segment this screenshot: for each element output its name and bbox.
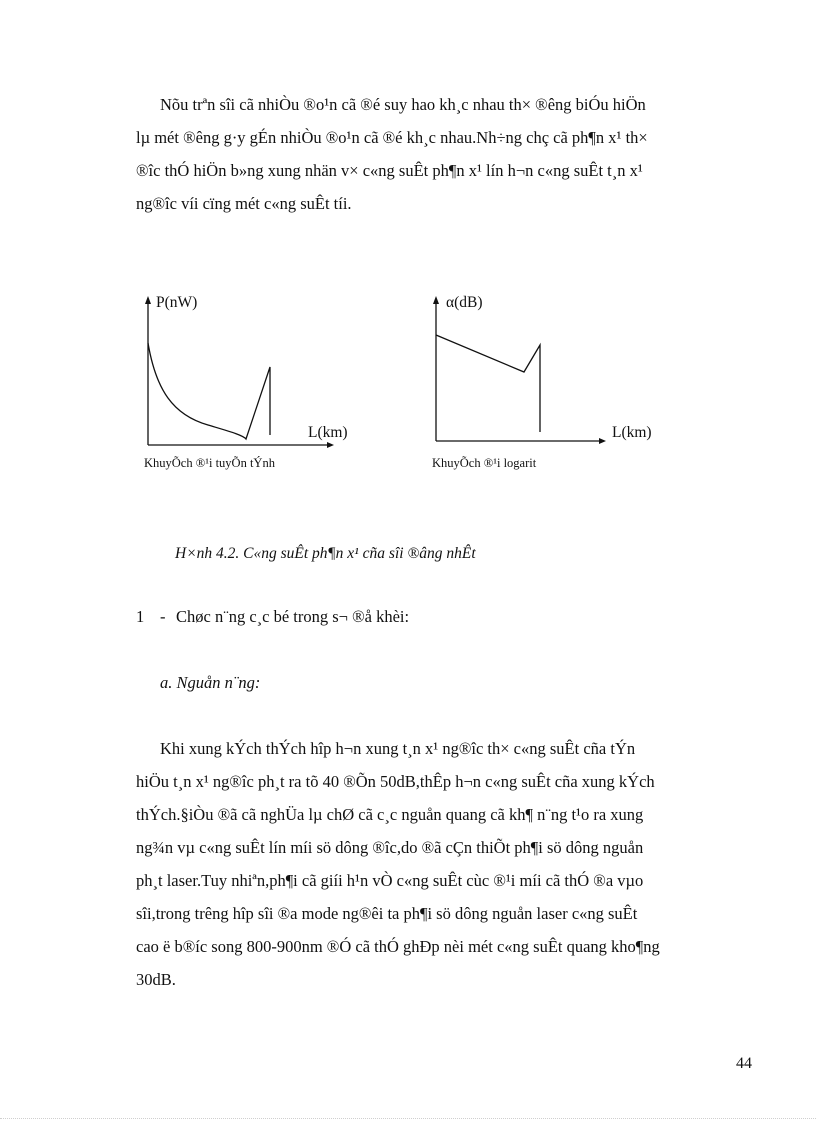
body-line-2: hiÖu t¸n x¹ ng®îc ph¸t ra tõ 40 ®Õn 50dB,thÊp h¬n c«ng suÊt cña xung kÝch: [136, 772, 655, 791]
x-axis-arrow: [327, 442, 334, 448]
y-axis-label: α(dB): [446, 294, 483, 311]
trace-line: [148, 343, 270, 439]
section-dash: -: [160, 607, 166, 626]
body-line-4: ng¾n vµ c«ng suÊt lín míi sö dông ®îc,do ®ã cÇn thiÕt ph¶i sö dông nguån: [136, 838, 644, 857]
body-line-8: 30dB.: [136, 970, 176, 989]
trace-line: [436, 335, 540, 432]
chart-logarithmic: [416, 285, 666, 475]
body-line-6: sîi,trong trêng hîp sîi ®a mode ng®êi ta ph¶i sö dông nguån laser c«ng suÊt: [136, 904, 638, 923]
x-axis-label: L(km): [612, 424, 652, 441]
section-heading: [136, 607, 409, 627]
section-title: Chøc n¨ng c¸c bé trong s¬ ®å khèi:: [176, 607, 410, 626]
body-paragraph: [136, 732, 738, 996]
y-axis-arrow: [433, 296, 439, 304]
intro-line-2: lµ mét ®êng g·y gÉn nhiÒu ®o¹n cã ®é kh¸c nhau.Nh÷ng chç cã ph¶n x¹ th×: [136, 128, 648, 147]
intro-line-1: Nõu trªn sîi cã nhiÒu ®o¹n cã ®é suy hao kh¸c nhau th× ®êng biÓu hiÖn: [160, 95, 646, 114]
chart-footer: KhuyÕch ®¹i tuyÕn tÝnh: [144, 456, 275, 470]
chart-footer: KhuyÕch ®¹i logarit: [432, 456, 537, 470]
figure-caption: H×nh 4.2. C«ng suÊt ph¶n x¹ cña sîi ®âng nhÊt: [175, 545, 476, 562]
intro-paragraph: [136, 88, 738, 220]
page-number: 44: [736, 1055, 752, 1072]
body-line-3: thÝch.§iÒu ®ã cã nghÜa lµ chØ cã c¸c nguån quang cã kh¶ n¨ng t¹o ra xung: [136, 805, 644, 824]
body-line-7: cao ë b®íc song 800-900nm ®Ó cã thÓ ghÐp nèi mét c«ng suÊt quang kho¶ng: [136, 937, 660, 956]
chart-linear: [128, 285, 368, 475]
section-number: 1: [136, 607, 145, 626]
page-bottom-rule: [0, 1118, 816, 1119]
body-line-5: ph¸t laser.Tuy nhiªn,ph¶i cã giíi h¹n vÒ c«ng suÊt cùc ®¹i míi cã thÓ ®a vµo: [136, 871, 644, 890]
body-line-1: Khi xung kÝch thÝch hîp h¬n xung t¸n x¹ ng®îc th× c«ng suÊt cña tÝn: [160, 739, 636, 758]
y-axis-label: P(nW): [156, 294, 198, 311]
intro-line-3: ®îc thÓ hiÖn b»ng xung nhän v× c«ng suÊt ph¶n x¹ lín h¬n c«ng suÊt t¸n x¹: [136, 161, 643, 180]
intro-line-4: ng®îc víi cïng mét c«ng suÊt tíi.: [136, 194, 352, 213]
y-axis-arrow: [145, 296, 151, 304]
x-axis-label: L(km): [308, 424, 348, 441]
subsection-title: a. Nguån n¨ng:: [160, 673, 261, 692]
x-axis-arrow: [599, 438, 606, 444]
